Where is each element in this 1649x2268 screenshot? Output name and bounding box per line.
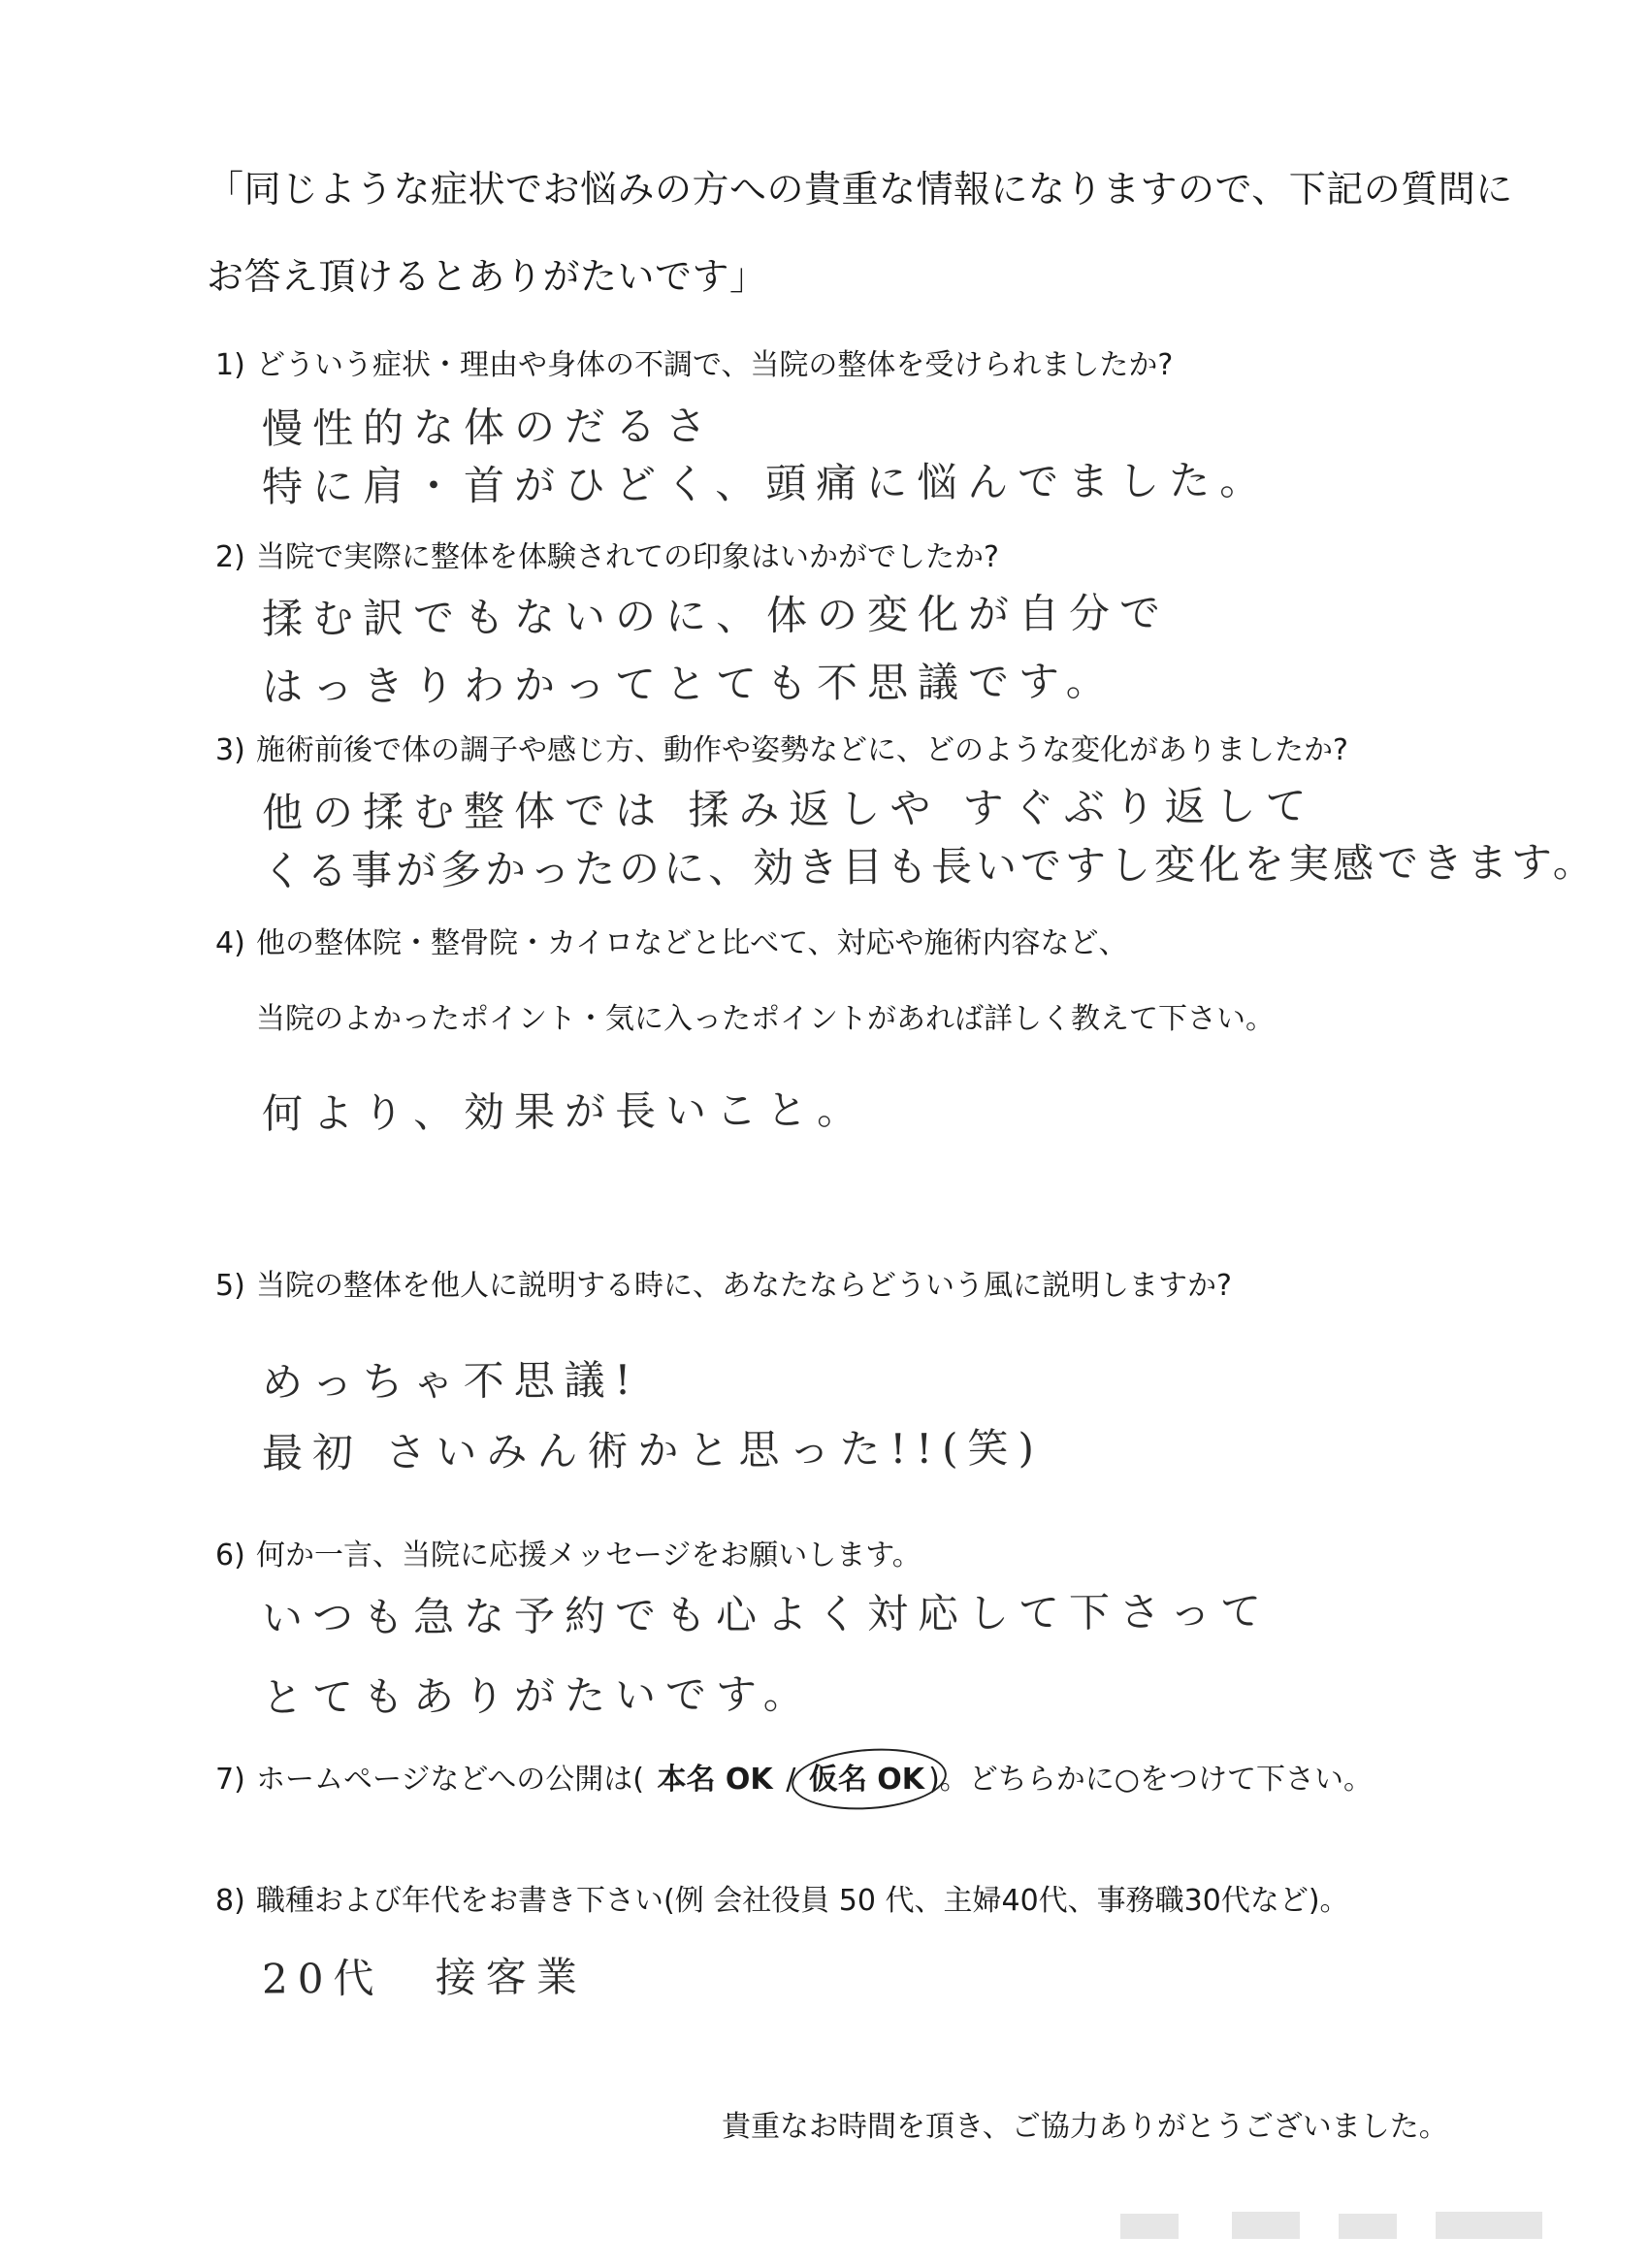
question-6 bbox=[215, 1535, 1496, 1577]
answer-4-line-1: 何より、効果が長いこと。 bbox=[261, 1085, 868, 1138]
option-real-name: 本名 OK bbox=[657, 1763, 773, 1797]
answer-5-line-2: 最初 さいみん術かと思った!!(笑) bbox=[261, 1423, 1045, 1477]
question-text: 職種および年代をお書き下さい(例 会社役員 50 代、主婦40代、事務職30代など)。 bbox=[256, 1884, 1349, 1918]
question-number: 8) bbox=[215, 1884, 245, 1918]
intro-text bbox=[207, 146, 1513, 320]
question-text: 当院で実際に整体を体験されての印象はいかがでしたか? bbox=[256, 540, 999, 574]
option-pseudonym bbox=[805, 1759, 928, 1801]
question-4 bbox=[215, 923, 1496, 1036]
question-number: 2) bbox=[215, 540, 245, 574]
question-1 bbox=[215, 344, 1496, 387]
question-text: 施術前後で体の調子や感じ方、動作や姿勢などに、どのような変化がありましたか? bbox=[256, 733, 1348, 767]
question-3 bbox=[215, 729, 1496, 772]
answer-2-line-1: 揉む訳でもないのに、体の変化が自分で bbox=[261, 589, 1171, 643]
answer-5-line-1: めっちゃ不思議! bbox=[261, 1355, 641, 1407]
answer-6-line-1: いつも急な予約でも心よく対応して下さって bbox=[261, 1587, 1272, 1642]
question-text-continued: 当院のよかったポイント・気に入ったポイントがあれば詳しく教えて下さい。 bbox=[256, 1002, 1275, 1036]
question-text: 他の整体院・整骨院・カイロなどと比べて、対応や施術内容など、 bbox=[256, 926, 1128, 960]
question-text-after: )。どちらかに○をつけて下さい。 bbox=[928, 1763, 1373, 1797]
question-text: 何か一言、当院に応援メッセージをお願いします。 bbox=[256, 1539, 922, 1572]
question-text: どういう症状・理由や身体の不調で、当院の整体を受けられましたか? bbox=[256, 348, 1174, 382]
answer-3-line-2: くる事が多かったのに、効き目も長いですし変化を実感できます。 bbox=[261, 837, 1598, 895]
intro-line-1: 「同じような症状でお悩みの方への貴重な情報になりますので、下記の質問に bbox=[207, 168, 1513, 211]
selection-circle bbox=[790, 1743, 949, 1814]
question-text: 当院の整体を他人に説明する時に、あなたならどういう風に説明しますか? bbox=[256, 1269, 1232, 1303]
answer-2-line-2: はっきりわかってとても不思議です。 bbox=[261, 657, 1116, 711]
closing-message: 貴重なお時間を頂き、ご協力ありがとうございました。 bbox=[722, 2110, 1448, 2144]
answer-3-line-1: 他の揉む整体では 揉み返しや すぐぶり返して bbox=[261, 781, 1316, 837]
question-number: 4) bbox=[215, 926, 245, 960]
question-number: 3) bbox=[215, 733, 245, 767]
question-number: 5) bbox=[215, 1269, 245, 1303]
question-5 bbox=[215, 1265, 1496, 1308]
question-8 bbox=[215, 1880, 1496, 1923]
question-number: 7) bbox=[215, 1763, 245, 1797]
intro-line-2: お答え頂けるとありがたいです」 bbox=[207, 255, 767, 298]
option-separator: / bbox=[786, 1763, 796, 1797]
answer-8-line-1: 20代 接客業 bbox=[261, 1953, 587, 2003]
question-2 bbox=[215, 536, 1496, 579]
faint-stamp-mark bbox=[1116, 2202, 1552, 2251]
question-number: 1) bbox=[215, 348, 245, 382]
answer-1-line-2: 特に肩・首がひどく、頭痛に悩んでました。 bbox=[261, 456, 1271, 511]
answer-6-line-2: とてもありがたいです。 bbox=[261, 1669, 814, 1722]
question-number: 6) bbox=[215, 1539, 245, 1572]
question-text-before: ホームページなどへの公開は( bbox=[256, 1763, 644, 1797]
answer-1-line-1: 慢性的な体のだるさ bbox=[261, 402, 717, 453]
option-pseudonym-label: 仮名 OK bbox=[808, 1763, 925, 1797]
question-7 bbox=[215, 1759, 1496, 1801]
